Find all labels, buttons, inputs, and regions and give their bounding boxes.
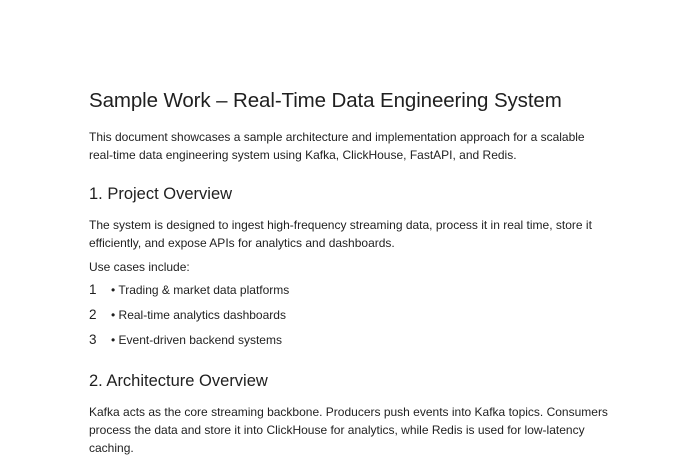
list-item-number: 2 bbox=[89, 307, 97, 322]
section-heading-project-overview: 1. Project Overview bbox=[89, 185, 233, 203]
architecture-line-2: process the data and store it into ClickHouse for analytics, while Redis is used for low-latency bbox=[89, 423, 585, 437]
list-item-text: • Event-driven backend systems bbox=[111, 333, 282, 347]
project-overview-paragraph bbox=[89, 216, 609, 252]
list-item-text: • Real-time analytics dashboards bbox=[111, 308, 286, 322]
use-cases-list bbox=[89, 282, 289, 357]
use-cases-label: Use cases include: bbox=[89, 260, 190, 274]
architecture-line-3: caching. bbox=[89, 441, 134, 455]
list-item-number: 3 bbox=[89, 332, 97, 347]
intro-line-1: This document showcases a sample architecture and implementation approach for a scalable bbox=[89, 130, 585, 144]
architecture-overview-paragraph bbox=[89, 403, 609, 457]
list-item bbox=[89, 282, 289, 307]
architecture-line-1: Kafka acts as the core streaming backbone. Producers push events into Kafka topics. Consumers bbox=[89, 405, 608, 419]
section-heading-architecture-overview: 2. Architecture Overview bbox=[89, 372, 268, 390]
list-item-text: • Trading & market data platforms bbox=[111, 283, 290, 297]
list-item bbox=[89, 307, 289, 332]
list-item bbox=[89, 332, 289, 357]
list-item-number: 1 bbox=[89, 282, 97, 297]
intro-line-2: real-time data engineering system using Kafka, ClickHouse, FastAPI, and Redis. bbox=[89, 148, 517, 162]
project-overview-line-1: The system is designed to ingest high-frequency streaming data, process it in real time, store it bbox=[89, 218, 592, 232]
project-overview-line-2: efficiently, and expose APIs for analytics and dashboards. bbox=[89, 236, 395, 250]
intro-paragraph bbox=[89, 128, 609, 164]
document-title: Sample Work – Real-Time Data Engineering System bbox=[89, 89, 562, 112]
